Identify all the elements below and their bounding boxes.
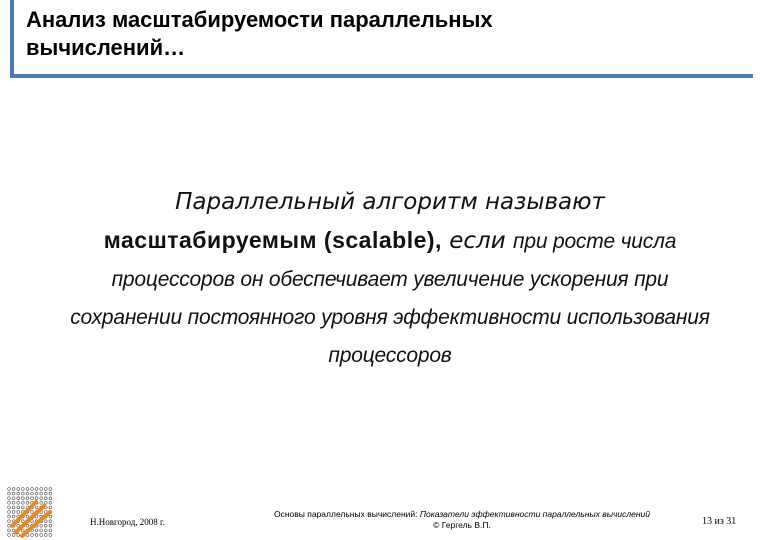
logo-dot [44,501,47,504]
logo-dot [49,534,52,537]
definition-line-2 [40,221,740,261]
logo-dot [49,497,52,500]
logo-dot [49,529,52,532]
logo-dot [8,492,11,495]
logo-dot [26,501,29,504]
logo-dot [12,515,15,518]
definition-line-5: процессоров [328,344,452,367]
logo-dot [44,488,47,491]
logo-dot [17,511,20,514]
logo-dot [35,497,38,500]
logo-dot [31,492,34,495]
title-left-rule [10,0,14,78]
logo-dot [8,534,11,537]
logo-dot [8,511,11,514]
logo-dot [49,492,52,495]
logo-dot [35,488,38,491]
logo-dot [12,492,15,495]
title-line-1: Анализ масштабируемости параллельных [26,7,493,32]
definition-line-4: сохранении постоянного уровня эффективности использования [70,306,710,329]
logo-dot [31,488,34,491]
logo-dot [12,511,15,514]
logo-dot [12,506,15,509]
definition-line-3: процессоров он обеспечивает увеличение ускорения при [111,268,669,291]
logo-dot [26,515,29,518]
logo-dot [21,497,24,500]
logo-dot [17,488,20,491]
definition-connector: если [441,228,514,254]
logo-dot [40,529,43,532]
logo-dot [49,520,52,523]
logo-dot [35,506,38,509]
logo-dot [21,506,24,509]
logo-dot [12,501,15,504]
logo-dot [40,492,43,495]
logo-dot [8,529,11,532]
logo-dot [35,534,38,537]
logo-dot [21,501,24,504]
logo-dot [31,497,34,500]
logo-dot [44,534,47,537]
logo-dot [49,524,52,527]
footer-page-number: 13 из 31 [702,516,737,527]
logo-dot [17,501,20,504]
logo-dot [21,529,24,532]
logo-dot [12,488,15,491]
logo-dot [35,492,38,495]
logo-dot [44,529,47,532]
logo-dot [26,492,29,495]
logo-dot [8,520,11,523]
logo-dot [49,506,52,509]
logo-dot [17,497,20,500]
logo-dot [49,515,52,518]
definition-term: масштабируемым (scalable), [103,227,442,253]
logo-dot [17,506,20,509]
logo-dot [35,529,38,532]
footer-course-prefix: Основы параллельных вычислений: [273,509,420,519]
logo-dot [44,524,47,527]
logo-dot [31,511,34,514]
logo-dot [40,488,43,491]
logo-dot [12,534,15,537]
logo-dot [40,501,43,504]
footer-author: © Гергель В.П. [433,520,491,530]
logo-dot [44,492,47,495]
logo-dot [8,501,11,504]
logo-dot [26,488,29,491]
title-line-2: вычислений… [26,35,186,60]
logo-dot [8,488,11,491]
logo-dot [26,497,29,500]
definition-text [40,183,740,375]
logo-dot [17,492,20,495]
logo-dot [8,497,11,500]
logo-dot [21,488,24,491]
definition-line-2-rest: при росте числа [513,230,677,253]
logo-dot [8,524,11,527]
logo-dot [49,488,52,491]
logo-dot [12,497,15,500]
logo-dot [21,492,24,495]
logo-dot [44,497,47,500]
title-underline [10,74,753,78]
logo-dot [40,534,43,537]
logo-dot [40,524,43,527]
logo-dot [40,497,43,500]
definition-line-1: Параллельный алгоритм называют [175,189,605,215]
footer-course-topic: Показатели эффективности параллельных вычислений [419,509,650,519]
logo-dot [17,534,20,537]
footer-location: Н.Новгород, 2008 г. [90,517,165,527]
logo-dot [8,515,11,518]
logo-dot [8,506,11,509]
page-title [26,6,746,62]
logo-graphic [6,486,56,540]
unn-grid-logo-icon [6,486,56,540]
logo-dot [31,534,34,537]
footer-course [252,509,672,531]
logo-dot [44,520,47,523]
logo-dot [49,501,52,504]
